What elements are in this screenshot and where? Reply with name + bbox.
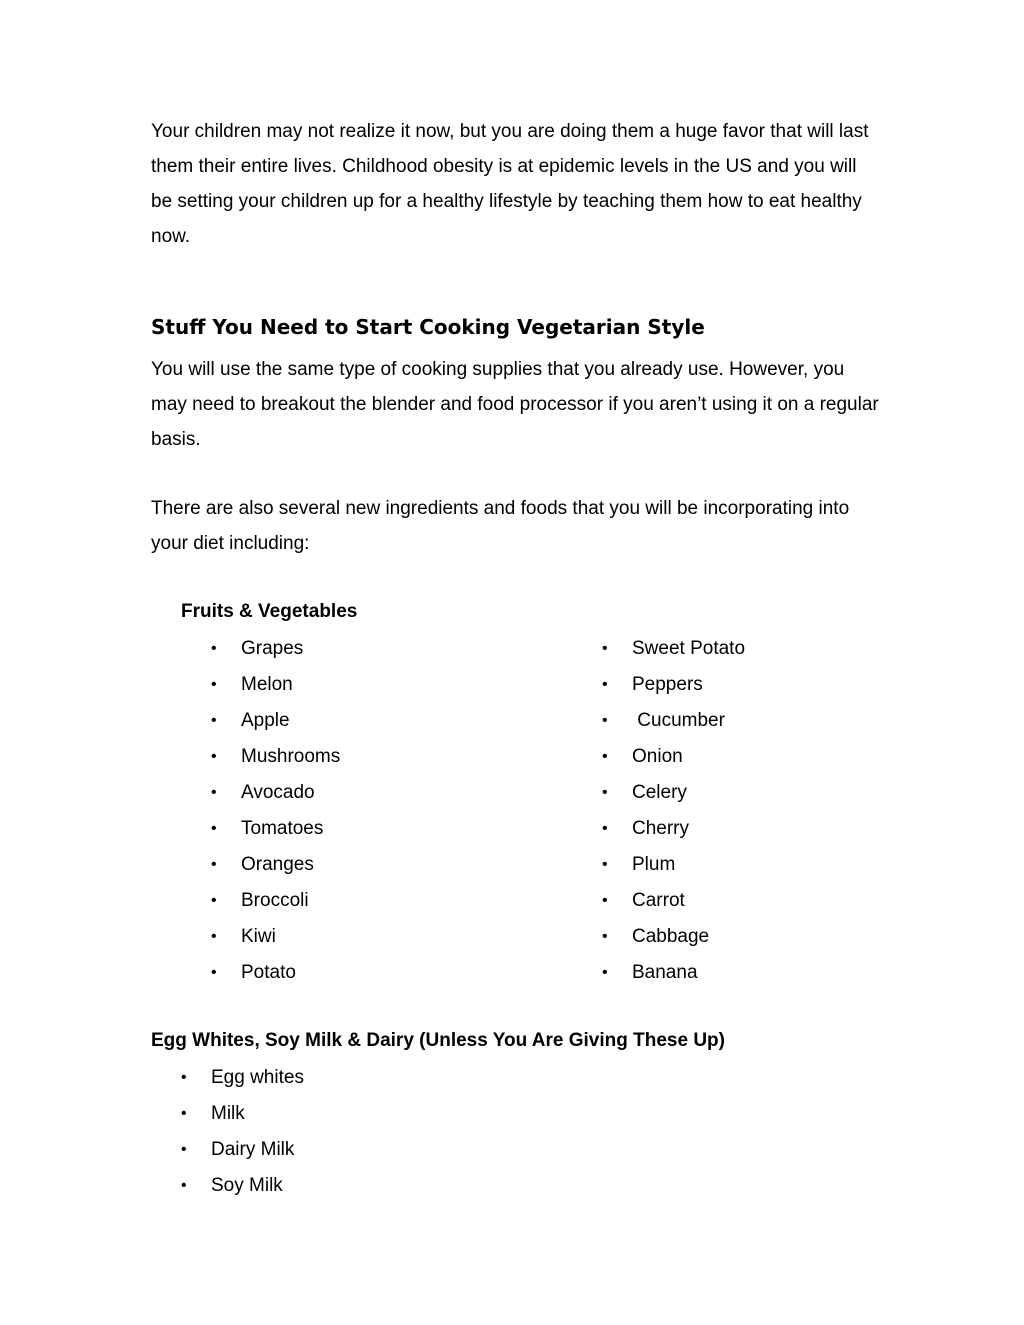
bullet-icon: • [602, 928, 608, 945]
list-item-text: Celery [632, 782, 687, 803]
list-item-text: Cherry [632, 818, 690, 839]
fruits-vegetables-heading: Fruits & Vegetables [181, 601, 358, 622]
bullet-icon: • [211, 712, 217, 729]
bullet-icon: • [211, 784, 217, 801]
bullet-icon: • [602, 712, 608, 729]
list-item-text: Broccoli [241, 890, 309, 911]
bullet-icon: • [211, 748, 217, 765]
bullet-icon: • [602, 820, 608, 837]
list-item-text: Cucumber [632, 710, 725, 731]
list-item-text: Mushrooms [241, 746, 341, 767]
bullet-icon: • [211, 856, 217, 873]
bullet-icon: • [181, 1177, 187, 1194]
list-item-text: Dairy Milk [211, 1139, 295, 1160]
ingredients-paragraph: There are also several new ingredients and foods that you will be incorporating into your diet including: [151, 498, 850, 554]
list-item-text: Tomatoes [241, 818, 324, 839]
list-item-text: Apple [241, 710, 290, 731]
bullet-icon: • [211, 964, 217, 981]
supplies-paragraph: You will use the same type of cooking supplies that you already use. However, you may need to breakout the blender and food processor if you aren’t using it on a regular basis. [151, 359, 879, 450]
bullet-icon: • [602, 676, 608, 693]
list-item-text: Avocado [241, 782, 315, 803]
list-item-text: Oranges [241, 854, 314, 875]
list-item-text: Cabbage [632, 926, 710, 947]
bullet-icon: • [181, 1069, 187, 1086]
section-heading: Stuff You Need to Start Cooking Vegetarian Style [151, 315, 705, 339]
list-item-text: Kiwi [241, 926, 276, 947]
dairy-heading: Egg Whites, Soy Milk & Dairy (Unless You Are Giving These Up) [151, 1030, 725, 1051]
bullet-icon: • [181, 1141, 187, 1158]
bullet-icon: • [602, 964, 608, 981]
bullet-icon: • [602, 892, 608, 909]
list-item-text: Banana [632, 962, 698, 983]
bullet-icon: • [602, 640, 608, 657]
bullet-icon: • [602, 856, 608, 873]
bullet-icon: • [602, 784, 608, 801]
bullet-icon: • [211, 820, 217, 837]
list-item-text: Potato [241, 962, 296, 983]
bullet-icon: • [211, 928, 217, 945]
list-item-text: Grapes [241, 638, 304, 659]
list-item-text: Milk [211, 1103, 245, 1124]
bullet-icon: • [211, 892, 217, 909]
list-item-text: Melon [241, 674, 293, 695]
list-item-text: Peppers [632, 674, 703, 695]
list-item-text: Plum [632, 854, 676, 875]
bullet-icon: • [181, 1105, 187, 1122]
list-item-text: Carrot [632, 890, 685, 911]
bullet-icon: • [211, 640, 217, 657]
bullet-icon: • [602, 748, 608, 765]
bullet-icon: • [211, 676, 217, 693]
list-item-text: Onion [632, 746, 683, 767]
intro-paragraph: Your children may not realize it now, but you are doing them a huge favor that will last them their entire lives. Childhood obesity is at epidemic levels in the US and you will be setting your children up for a healthy lifestyle by teaching them how to eat healthy now. [151, 121, 869, 247]
list-item-text: Sweet Potato [632, 638, 746, 659]
list-item-text: Soy Milk [211, 1175, 283, 1196]
list-item-text: Egg whites [211, 1067, 304, 1088]
